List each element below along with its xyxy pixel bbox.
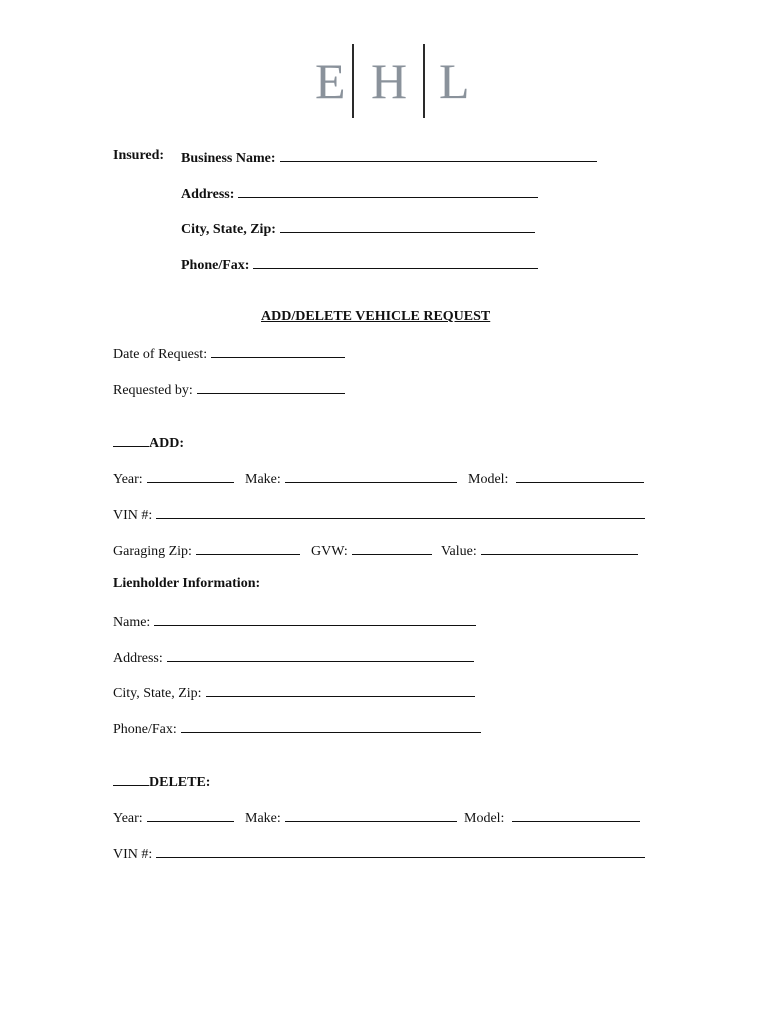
- add-year-label: Year:: [113, 472, 143, 487]
- add-label: ADD:: [149, 436, 184, 451]
- insured-city-label: City, State, Zip:: [181, 222, 276, 237]
- lienholder-name-row: [113, 611, 476, 629]
- delete-label: DELETE:: [149, 775, 211, 790]
- lienholder-phone-row: [113, 718, 481, 736]
- delete-make-row: [245, 807, 457, 825]
- lienholder-name-label: Name:: [113, 615, 151, 630]
- delete-year-label: Year:: [113, 811, 143, 826]
- value-label: Value:: [441, 544, 477, 559]
- add-model-row: [468, 468, 644, 486]
- lienholder-name-field[interactable]: [154, 611, 476, 626]
- add-vin-row: [113, 504, 645, 522]
- insured-label: Insured:: [113, 148, 165, 163]
- insured-address-row: [181, 183, 538, 201]
- date-of-request-row: [113, 343, 345, 361]
- lienholder-phone-label: Phone/Fax:: [113, 722, 177, 737]
- value-row: [441, 540, 638, 558]
- delete-vin-field[interactable]: [156, 843, 645, 858]
- gvw-row: [311, 540, 432, 558]
- logo-letter-h: H: [371, 53, 408, 109]
- add-model-label: Model:: [468, 472, 509, 487]
- insured-address-label: Address:: [181, 187, 235, 202]
- delete-checkbox-line[interactable]: [113, 771, 149, 786]
- add-checkbox-line[interactable]: [113, 432, 149, 447]
- insured-phone-field[interactable]: [253, 254, 538, 269]
- logo-divider-2: [423, 44, 425, 118]
- garaging-zip-label: Garaging Zip:: [113, 544, 192, 559]
- ehl-logo: [305, 44, 475, 120]
- requested-by-field[interactable]: [197, 379, 345, 394]
- add-row: [113, 432, 184, 450]
- garaging-zip-field[interactable]: [196, 540, 300, 555]
- logo-letter-e: E: [315, 53, 346, 109]
- logo-letter-l: L: [439, 53, 470, 109]
- delete-make-field[interactable]: [285, 807, 457, 822]
- lienholder-address-row: [113, 647, 474, 665]
- insured-address-field[interactable]: [238, 183, 538, 198]
- lienholder-phone-field[interactable]: [181, 718, 481, 733]
- lienholder-address-field[interactable]: [167, 647, 474, 662]
- add-model-field[interactable]: [516, 468, 644, 483]
- delete-model-field[interactable]: [512, 807, 640, 822]
- add-make-field[interactable]: [285, 468, 457, 483]
- delete-vin-label: VIN #:: [113, 847, 153, 862]
- delete-row: [113, 771, 210, 789]
- date-of-request-field[interactable]: [211, 343, 345, 358]
- business-name-field[interactable]: [280, 147, 597, 162]
- garaging-zip-row: [113, 540, 300, 558]
- logo-divider-1: [352, 44, 354, 118]
- add-vin-label: VIN #:: [113, 508, 153, 523]
- business-name-label: Business Name:: [181, 151, 276, 166]
- delete-model-label: Model:: [464, 811, 505, 826]
- delete-year-row: [113, 807, 234, 825]
- delete-make-label: Make:: [245, 811, 281, 826]
- insured-city-field[interactable]: [280, 218, 535, 233]
- gvw-label: GVW:: [311, 544, 348, 559]
- lienholder-city-field[interactable]: [206, 682, 475, 697]
- value-field[interactable]: [481, 540, 638, 555]
- lienholder-heading: Lienholder Information:: [113, 576, 261, 591]
- form-title: ADD/DELETE VEHICLE REQUEST: [261, 309, 491, 324]
- insured-phone-label: Phone/Fax:: [181, 258, 250, 273]
- lienholder-address-label: Address:: [113, 651, 163, 666]
- date-of-request-label: Date of Request:: [113, 347, 208, 362]
- delete-year-field[interactable]: [147, 807, 234, 822]
- add-make-label: Make:: [245, 472, 281, 487]
- lienholder-city-row: [113, 682, 475, 700]
- gvw-field[interactable]: [352, 540, 432, 555]
- requested-by-label: Requested by:: [113, 383, 193, 398]
- delete-model-row: [464, 807, 640, 825]
- insured-phone-row: [181, 254, 538, 272]
- requested-by-row: [113, 379, 345, 397]
- business-name-row: [181, 147, 597, 165]
- add-vin-field[interactable]: [156, 504, 645, 519]
- delete-vin-row: [113, 843, 645, 861]
- insured-city-row: [181, 218, 535, 236]
- add-year-field[interactable]: [147, 468, 234, 483]
- lienholder-city-label: City, State, Zip:: [113, 686, 202, 701]
- add-make-row: [245, 468, 457, 486]
- add-vehicle-row: [113, 468, 234, 486]
